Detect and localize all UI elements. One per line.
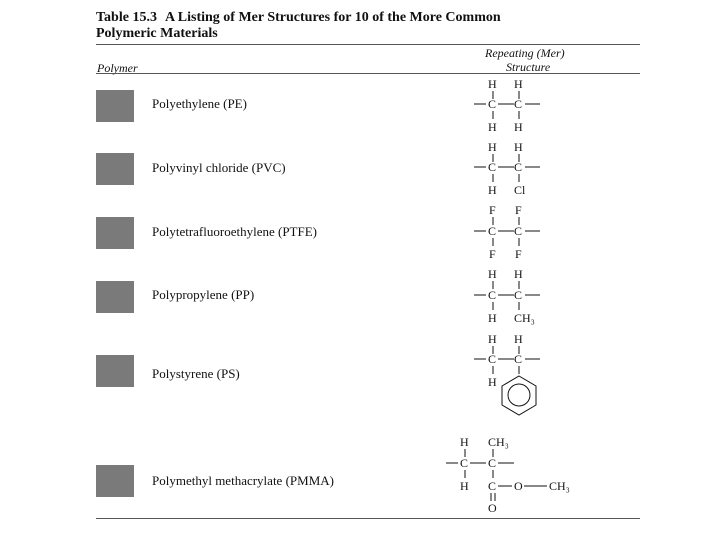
pmma-ester-oxygen: O — [514, 479, 523, 493]
polymer-name-ptfe: Polytetrafluoroethylene (PTFE) — [152, 224, 317, 239]
ps-top-right: H — [514, 332, 523, 346]
table-number: Table 15.3 — [96, 10, 157, 25]
pvc-top-right: H — [514, 140, 523, 154]
polymer-name-pp: Polypropylene (PP) — [152, 287, 255, 302]
pmma-ester-carbon: C — [488, 479, 497, 493]
pp-carbon-left: C — [488, 288, 497, 302]
col-structure-header-2: Structure — [506, 60, 551, 74]
ps-carbon-right: C — [514, 352, 523, 366]
ps-top-left: H — [488, 332, 497, 346]
polymer-name-pmma: Polymethyl methacrylate (PMMA) — [152, 473, 334, 488]
pmma-top-right: CH₃ — [488, 435, 509, 449]
benzene-ring — [502, 376, 536, 415]
ps-bottom-left: H — [488, 375, 497, 389]
ptfe-top-left: F — [489, 203, 496, 217]
pvc-carbon-left: C — [488, 160, 497, 174]
pp-bottom-left: H — [488, 311, 497, 325]
ps-carbon-left: C — [488, 352, 497, 366]
pe-carbon-right: C — [514, 97, 523, 111]
polymer-name-ps: Polystyrene (PS) — [152, 366, 240, 381]
pvc-bottom-right: Cl — [514, 183, 526, 197]
bottom-rule — [96, 518, 640, 519]
table-title-line2: Polymeric Materials — [96, 26, 218, 41]
mer-structure-pp — [474, 267, 540, 325]
pp-top-right: H — [514, 267, 523, 281]
pp-carbon-right: C — [514, 288, 523, 302]
pmma-carbon-right: C — [488, 456, 497, 470]
pvc-top-left: H — [488, 140, 497, 154]
mer-structure-pvc — [474, 140, 540, 197]
ptfe-bottom-right: F — [515, 247, 522, 261]
pp-bottom-right: CH₃ — [514, 311, 535, 325]
pmma-carbon-left: C — [460, 456, 469, 470]
mer-structure-pmma — [446, 435, 570, 515]
ptfe-top-right: F — [515, 203, 522, 217]
pmma-top-left: H — [460, 435, 469, 449]
mer-structure-pe — [474, 77, 540, 134]
mer-structure-ps — [474, 332, 540, 415]
pe-top-left: H — [488, 77, 497, 91]
pe-top-right: H — [514, 77, 523, 91]
pmma-methyl: CH₃ — [549, 479, 570, 493]
pmma-carbonyl-oxygen: O — [488, 501, 497, 515]
pmma-bottom-left: H — [460, 479, 469, 493]
mer-structure-ptfe — [474, 203, 540, 261]
polymer-name-pe: Polyethylene (PE) — [152, 96, 247, 111]
pp-top-left: H — [488, 267, 497, 281]
ptfe-carbon-left: C — [488, 224, 497, 238]
pe-bottom-right: H — [514, 120, 523, 134]
ptfe-carbon-right: C — [514, 224, 523, 238]
col-structure-header-1: Repeating (Mer) — [485, 46, 565, 60]
pe-bottom-left: H — [488, 120, 497, 134]
col-polymer-header: Polymer — [97, 61, 138, 75]
pe-carbon-left: C — [488, 97, 497, 111]
pvc-carbon-right: C — [514, 160, 523, 174]
table-title-line1: A Listing of Mer Structures for 10 of the More Common — [164, 10, 501, 25]
polymer-name-pvc: Polyvinyl chloride (PVC) — [152, 160, 286, 175]
pvc-bottom-left: H — [488, 183, 497, 197]
ptfe-bottom-left: F — [489, 247, 496, 261]
